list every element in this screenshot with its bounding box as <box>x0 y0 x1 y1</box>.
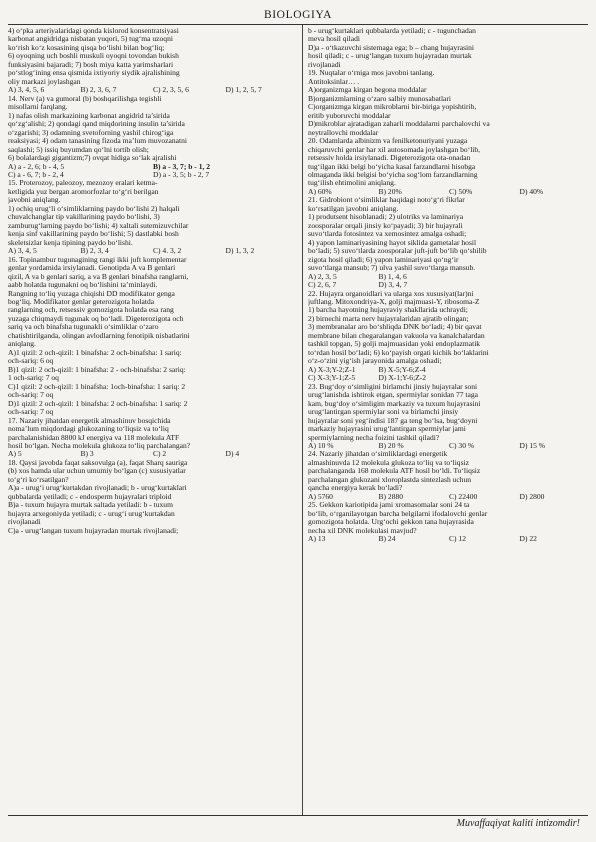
text-line: genlar yordamida irsiylanadi. Genotipda A va B genlari <box>8 264 176 273</box>
page-title: BIOLOGIYA <box>263 9 332 21</box>
text-line: aabb holatda tugunakni oq bo‘lishini ta’minlaydi. <box>8 281 158 290</box>
text-line: Antitoksinlar… . <box>308 77 360 86</box>
text-line: zoosporalar orqali jinsiy ko‘payadi; 3) bir hujayrali <box>308 221 463 230</box>
answer-option: C) 2, 6, 7 <box>308 280 337 290</box>
answer-option: B) 2880 <box>378 491 404 501</box>
answer-option: C) 50% <box>449 186 473 196</box>
answer-option <box>520 366 591 374</box>
text-line: 6) bolalardagi gigantizm;7) ovqat hidiga so‘lak ajralishi <box>8 154 177 163</box>
answer-options-row <box>8 171 298 179</box>
text-line: sariq va och binafsha tugunakli o‘simliklar o‘zaro <box>8 323 159 332</box>
text-line: C)a - urug‘langan tuxum hujayradan murtak rivojlanadi; <box>8 526 179 535</box>
text-line: zigota hosil qiladi; 6) yapon laminariyasi qo‘ng‘ir <box>308 255 459 264</box>
answer-option <box>520 273 591 281</box>
text-line: 23. Bug‘doy o‘simligini birlamchi jinsiy hujayralar soni <box>308 382 478 391</box>
answer-option: A) a - 2, 6; b - 4, 5 <box>8 161 65 171</box>
text-line: oliy markazi joylashgan <box>8 77 81 86</box>
text-line: C)organizmga kirgan mikroblarni bir-biriga yopishtirib, <box>308 103 477 112</box>
text-line: hosil qiladi; c - urug‘langan tuxum hujayradan murtak <box>308 52 472 61</box>
answer-option: A) 2, 3, 5 <box>308 271 337 281</box>
text-line: bo‘lib, o‘rganilayotgan barcha belgilarni ifodalovchi genlar <box>308 509 488 518</box>
text-line: tug‘ilish ehtimolini aniqlang. <box>308 179 396 188</box>
answer-options-row <box>308 493 590 501</box>
answer-option: A) 5 <box>8 449 22 459</box>
text-line: 15. Proterozoy, paleozoy, mezozoy eralari ketma- <box>8 179 158 188</box>
answer-option: D) 1, 3, 2 <box>225 246 255 256</box>
answer-options-row <box>308 281 590 289</box>
text-line: eritib yuboruvchi moddalar <box>308 111 391 120</box>
answer-option: D) 40% <box>519 186 544 196</box>
answer-option: D) 2800 <box>519 491 545 501</box>
text-line: B)organizmlarning o‘zaro salbiy munosabatlari <box>308 94 452 103</box>
text-line: 16. Topinambur tugunagining rangi ikki juft komplementar <box>8 255 187 264</box>
text-line: yuzaga chiqmaydi tugunak oq bo‘ladi. Digeterozigota och <box>8 314 184 323</box>
answer-option: B) a - 3, 7; b - 1, 2 <box>153 161 211 171</box>
text-line: parchalanishidan 8800 kJ energiya va 118 molekula ATF <box>8 433 180 442</box>
text-line: 18. Qaysi javobda faqat saksovulga (a), faqat Sharq sauriga <box>8 458 188 467</box>
text-line: A)1 qizil: 2 och-qizil: 1 binafsha: 2 och-binafsha: 1 sariq: <box>8 348 182 357</box>
bottom-divider <box>8 815 588 816</box>
text-line: qo‘zg‘alishi; 2) qondagi qand miqdorining insulin ta’sirida <box>8 120 185 129</box>
text-line: (b) xos hamda ular uchun umumiy bo‘lgan (c) xususiyatlar <box>8 467 186 476</box>
text-line: chuvalchanglar tip vakillarining paydo bo‘lishi, 3) <box>8 213 160 222</box>
answer-option: C) 22400 <box>449 491 478 501</box>
answer-option: A) 60% <box>308 186 332 196</box>
answer-option: D) 4 <box>225 449 240 459</box>
text-line: 22. Hujayra organoidlari va ularga xos xususiyat(lar)ni <box>308 289 474 298</box>
answer-option <box>520 374 591 382</box>
answer-option <box>449 273 520 281</box>
answer-options-row <box>308 442 590 450</box>
answer-option: B) X-5;Y-6;Z-4 <box>378 364 426 374</box>
answer-option: C) 30 % <box>449 440 475 450</box>
text-line: olmaganda ikki belgisi bo‘yicha sog‘lom farzandlarning <box>308 170 478 179</box>
answer-option: B) 20% <box>378 186 402 196</box>
text-line: 4) yapon laminariyasining hayot siklida gametalar hosil <box>308 238 477 247</box>
text-line: ko‘rish ko‘z kosasining qisqa bo‘lishi bilan bog‘liq; <box>8 43 165 52</box>
text-line: urug‘lanishda ishtirok etgan, spermiylar sonidan 77 taga <box>308 391 478 400</box>
text-line: tug‘ilgan ikki belgi bo‘yicha kasal farzandlarni hisobga <box>308 162 476 171</box>
text-line: och-sariq: 7 oq <box>8 408 54 417</box>
answer-option: D) 15 % <box>519 440 546 450</box>
answer-option: B) 2, 3, 4 <box>80 246 109 256</box>
answer-option: B) 2, 3, 6, 7 <box>80 85 117 95</box>
column-divider <box>302 25 303 815</box>
text-line: to‘rdan hosil bo‘ladi; 6) ko‘payish orgati kichik bo‘laklarini <box>308 348 489 357</box>
answer-option: A) 3, 4, 5 <box>8 246 37 256</box>
text-line: o‘zgarishi; 3) odamning svetoforning yashil chirog‘iga <box>8 128 174 137</box>
text-line: B)a - tuxum hujayra murtak saltada yetiladi: b - tuxum <box>8 501 173 510</box>
text-line: aniqlang. <box>8 340 36 349</box>
text-line: urug‘lantirgan spermiylar soni va birlamchi jinsiy <box>308 408 459 417</box>
answer-option: C) 12 <box>449 534 466 544</box>
text-line: retsessiv holda irsiylanadi. Digeterozigota ota-onadan <box>308 154 471 163</box>
text-line: skeletsizlar kenja tipining paydo bo‘lishi. <box>8 238 133 247</box>
text-line: tashkil topgan, 5) golji majmuasidan yoki endoplazmatik <box>308 340 481 349</box>
answer-options-row <box>308 535 590 543</box>
answer-option: B) 24 <box>378 534 396 544</box>
text-line: 20. Odamlarda albinizm va fenilketonuriyani yuzaga <box>308 137 468 146</box>
text-line: rivojlanadi <box>308 60 341 69</box>
text-line: kenja sinf vakillarining paydo bo‘lishi; 5) dastlabki bosh <box>8 230 179 239</box>
answer-option <box>449 366 520 374</box>
answer-option: C) 2 <box>153 449 167 459</box>
text-line: 1) produtsent hisoblanadi; 2) ulotriks va laminariya <box>308 213 464 222</box>
text-line: hujayra arxegoniyda yetiladi; c - urug‘i urug‘kurtakdan <box>8 509 175 518</box>
text-line: parchalanganda 168 molekula ATF hosil bo‘ldi. To‘liqsiz <box>308 467 481 476</box>
text-line: hujayralar soni yeg‘indisi 187 ga teng bo‘lsa, bug‘doyni <box>308 416 478 425</box>
answer-option <box>449 281 520 289</box>
answer-option: B) 20 % <box>378 440 404 450</box>
text-line: kam, bug‘doy o‘simligim markaziy va tuxum hujayrasini <box>308 399 481 408</box>
answer-option: A) 10 % <box>308 440 334 450</box>
text-line: juftlang. Mitoxondriya-X, golji majmuasi-Y, ribosoma-Z <box>308 298 480 306</box>
answer-option: B) 3 <box>80 449 94 459</box>
answer-option <box>449 374 520 382</box>
text-line: neytrallovchi moddalar <box>308 128 379 137</box>
text-line: javobni aniqlang. <box>8 196 61 205</box>
text-line: Rangning to‘liq yuzaga chiqishi DD modifikator genga <box>8 289 175 298</box>
text-line: D)a - o‘tkazuvchi sistemaga ega; b – chang hujayrasini <box>308 43 474 52</box>
text-line: 14. Nerv (a) va gumoral (b) boshqarilishga tegishli <box>8 94 162 103</box>
text-line: 2) birnechi marta nerv hujayralaridan ajratib olingan; <box>308 314 469 323</box>
text-line: membrane bilan chegaralangan vakuola va kanalchalardan <box>308 331 485 340</box>
text-line: 4) o‘pka arteriyalaridagi qonda kislorod konsentratsiyasi <box>8 27 179 35</box>
right-column <box>308 27 590 813</box>
text-line: ranglarning och, retsessiv gomozigota holatda esa rang <box>8 306 174 315</box>
text-line: karbonat angidridga nisbatan yuqori, 5) tug‘ma uzoqni <box>8 35 173 44</box>
text-line: misollarni farqlang. <box>8 103 68 112</box>
text-line: hosil bo‘lgan. Necha molekula glukoza to‘liq parchalangan? <box>8 441 191 450</box>
answer-option: B) 1, 4, 6 <box>378 271 407 281</box>
text-line: B)1 qizil: 2 och-qizil: 1 binafsha: 2 - och-binafsha: 2 sariq: <box>8 365 186 374</box>
text-line: qancha energiya kerak bo‘ladi? <box>308 484 403 493</box>
text-line: 1) ochiq urug‘li o‘simliklarning paydo bo‘lishi 2) halqali <box>8 204 180 213</box>
text-line: to‘g‘ri ko‘rsatilgan? <box>8 475 69 484</box>
text-line: suvo‘tlarda fotosintez va xemosintez amalga oshadi; <box>308 230 467 239</box>
text-line: qizil, A va b genlari sariq, a va B genlari binafsha ranglarni, <box>8 272 189 281</box>
answer-option: C) X-3;Y-1;Z-5 <box>308 373 356 383</box>
answer-option: A) 3, 4, 5, 6 <box>8 85 45 95</box>
answer-options-row <box>308 188 590 196</box>
text-line: b - urug‘kurtaklari qubbalarda yetiladi; c - tuguncha​dan <box>308 27 476 35</box>
answer-option: D) a - 3, 5; b - 2, 7 <box>153 169 210 179</box>
text-line: D)mikroblar ajratadigan zaharli moddalarni parchalovchi va <box>308 120 490 129</box>
text-line: parchalangan glukozani xloroplastda sintezlash uchun <box>308 475 472 484</box>
left-column <box>8 27 298 813</box>
answer-options-row <box>8 450 298 458</box>
text-line: chatishtirilganda, olingan avlodlarning fenotipik nisbatlarini <box>8 331 190 340</box>
text-line: A)organizmga kirgan begona moddalar <box>308 86 427 95</box>
text-line: markaziy hujayrasini urug‘lantirgan spermiylar jami <box>308 425 466 434</box>
text-line: rivojlanadi <box>8 518 41 527</box>
answer-option: A) X-3;Y-2;Z-1 <box>308 364 356 374</box>
text-line: po‘stlog‘ining ensa qismida ixtiyoriy siydik ajralishining <box>8 69 180 78</box>
text-line: bo‘ladi; 5) suvo‘tlarda zoosporalar juft-juft bo‘lib qo‘shilib <box>308 247 487 256</box>
answer-options-row <box>308 273 590 281</box>
text-line: 19. Nuqtalar o‘rniga mos javobni tanlang. <box>308 69 435 78</box>
text-line: 1) nafas olish markazining karbonat angidrid ta’sirida <box>8 111 170 120</box>
answer-option: D) 1, 2, 5, 7 <box>225 85 262 95</box>
text-line: reaksiyasi; 4) odam tanasining fizoda ma’lum muvozanatni <box>8 137 187 146</box>
text-line: necha xil DNK molekulasi mavjud? <box>308 526 417 535</box>
answer-option: C) 2, 3, 5, 6 <box>153 85 189 95</box>
answer-option: A) 13 <box>308 534 326 544</box>
answer-option: D) X-1;Y-6;Z-2 <box>378 373 427 383</box>
text-line: 3) membranalar aro bo‘shliqda DNK bo‘ladi; 4) bir qavat <box>308 323 482 332</box>
text-line: spermiylarning necha foizini tashkil qiladi? <box>308 433 440 442</box>
text-line: o‘z-o‘zini yig‘ish jarayonida amalga oshadi; <box>308 357 442 366</box>
answer-option <box>520 281 591 289</box>
answer-options-row <box>308 374 590 382</box>
text-line: 1 och-sariq: 7 oq <box>8 374 59 383</box>
text-line: suvo‘tlarga mansub; 7) ulva yashil suvo‘tlarga mansub. <box>308 264 476 273</box>
text-line: 1) barcha hayotning hujayraviy shakllarida uchraydi; <box>308 306 468 315</box>
text-line: saqlashi; 5) issiq buyumdan qo‘lni tortib olish; <box>8 145 149 154</box>
answer-option: D) 22 <box>519 534 537 544</box>
text-line: 6) oyoqning uch boshli muskuli oyoqni tovondan bukish <box>8 52 179 61</box>
text-line: qubbalarda yetiladi; c - endosperm hujayralari triploid <box>8 492 172 501</box>
text-line: 21. Gidrobiont o‘simliklar haqidagi noto‘g‘ri fikrlar <box>308 196 465 205</box>
text-line: chiqaruvchi genlar har xil autosomada joylashgan bo‘lib, <box>308 145 481 154</box>
text-line: 25. Gekkon kariotipida jami xromasomalar soni 24 ta <box>308 501 470 510</box>
text-line: gomozigota holatda. Urg‘ochi gekkon tana hujayrasida <box>308 518 474 527</box>
text-line: zamburug‘larning paydo bo‘lishi; 4) xaltali sutemizuvchilar <box>8 221 189 230</box>
text-line: bog‘liq. Modifikator genlar geterozigota holatda <box>8 298 155 306</box>
answer-options-row <box>8 247 298 255</box>
text-line: 17. Nazariy jihatdan energetik almashinuv bosqichida <box>8 416 171 425</box>
text-line: D)1 qizil: 2 och-qizil: 1 binafsha: 2 och-binafsha: 1 sariq: 2 <box>8 399 188 408</box>
footer-motto: Muvaffaqiyat kaliti intizomdir! <box>456 818 580 829</box>
top-divider <box>8 24 588 25</box>
text-line: almashinuvda 12 molekula glukoza to‘liq va to‘liqsiz <box>308 458 469 467</box>
text-line: C)1 qizil: 2 och-qizil: 1 binafsha: 1och-binafsha: 1 sariq: 2 <box>8 382 186 391</box>
answer-options-row <box>8 86 298 94</box>
text-line: ko‘rsatilgan javobni aniqlang. <box>308 204 399 213</box>
answer-option: C) 4. 3, 2 <box>153 246 182 256</box>
text-line: funksiyasini bajaradi; 7) bosh miya katta yarimsharlari <box>8 60 174 69</box>
text-line: och-sariq: 6 oq <box>8 357 54 366</box>
answer-option: C) a - 6, 7; b - 2, 4 <box>8 169 64 179</box>
text-line: meva hosil qiladi <box>308 35 360 44</box>
answer-option: D) 3, 4, 7 <box>378 280 408 290</box>
text-line: 24. Nazariy jihatdan o‘simliklardagi energetik <box>308 450 448 459</box>
text-line: A)a - urug‘i urug‘kurtakdan rivojlanadi; b - urug‘kurtaklari <box>8 484 187 493</box>
text-line: ketligida yuz bergan aromorfozlar to‘g‘ri berilgan <box>8 187 159 196</box>
text-line: och-sariq: 7 oq <box>8 391 54 400</box>
answer-option: A) 5760 <box>308 491 333 501</box>
text-line: noma’lum miqdordagi glukozaning to‘liqsiz va to‘liq <box>8 425 169 434</box>
